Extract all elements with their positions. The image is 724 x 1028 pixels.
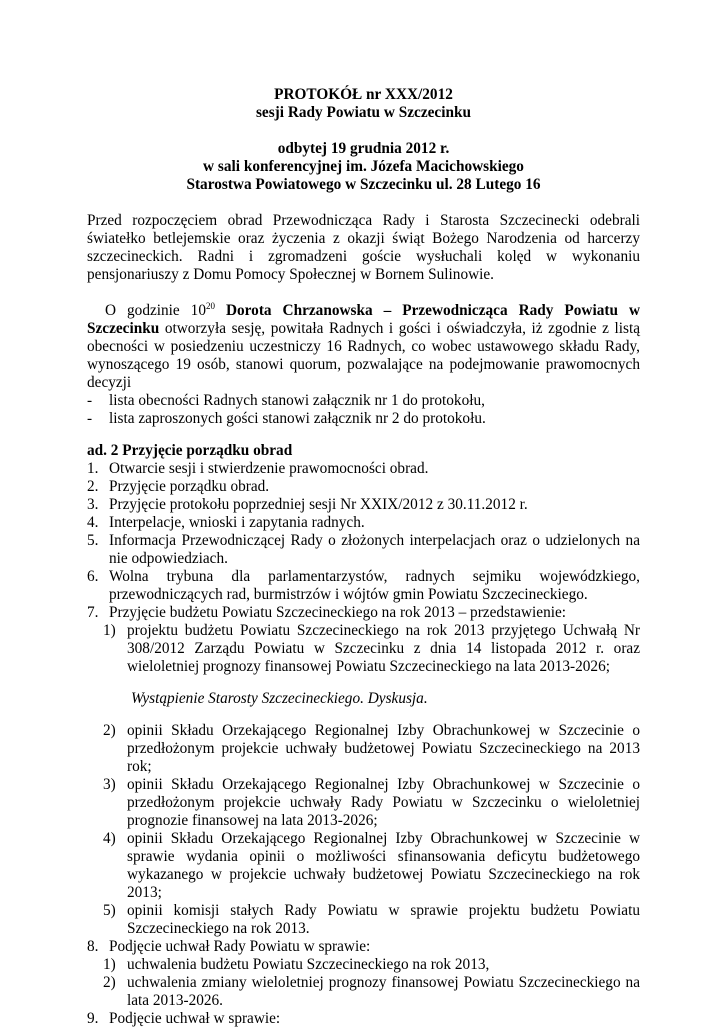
list-item xyxy=(87,410,640,428)
agenda-text: Informacja Przewodniczącej Rady o złożonych interpelacjach oraz o udzielonych na nie odpowiedziach. xyxy=(109,532,640,567)
intro-paragraph: Przed rozpoczęciem obrad Przewodnicząca Rady i Starosta Szczecinecki odebrali światełko betlejemskie oraz życzenia z okazji świąt Bożego Narodzenia od harcerzy szczecineckich. Radni i zgromadzeni goście wysłuchali kolęd w wykonaniu pensjonariuszy z Domu Pomocy Społecznej w Bornem Sulinowie. xyxy=(87,212,640,283)
agenda-text: Przyjęcie budżetu Powiatu Szczecineckiego na rok 2013 – przedstawienie: xyxy=(109,604,567,621)
subitem-number: 5) xyxy=(103,902,116,919)
agenda-number: 4. xyxy=(87,514,99,531)
chairwoman-name: Dorota Chrzanowska – Przewodnicząca Rady Powiatu w Szczecinku xyxy=(87,302,640,337)
agenda-text: Przyjęcie protokołu poprzedniej sesji Nr XXIX/2012 z 30.11.2012 r. xyxy=(109,496,528,513)
session-date: odbytej 19 grudnia 2012 r. xyxy=(277,140,450,157)
agenda-item xyxy=(87,460,640,478)
agenda-subitem xyxy=(87,722,640,776)
session-venue: w sali konferencyjnej im. Józefa Macichowskiego xyxy=(203,158,524,175)
agenda-text: Wolna trybuna dla parlamentarzystów, radnych sejmiku wojewódzkiego, przewodniczących rad, burmistrzów i wójtów gmin Powiatu Szczecineckiego. xyxy=(109,568,640,603)
protocol-title: PROTOKÓŁ nr XXX/2012 xyxy=(274,86,453,103)
subitem-number: 4) xyxy=(103,830,116,847)
agenda-number: 6. xyxy=(87,568,99,585)
agenda-text: Podjęcie uchwał Rady Powiatu w sprawie: xyxy=(109,938,371,955)
agenda-number: 8. xyxy=(87,938,99,955)
agenda-subitem xyxy=(87,622,640,676)
agenda-subitem xyxy=(87,776,640,830)
agenda-number: 7. xyxy=(87,604,99,621)
agenda-text: Podjęcie uchwał w sprawie: xyxy=(109,1010,281,1027)
agenda-item xyxy=(87,604,640,622)
agenda-number: 1. xyxy=(87,460,99,477)
dash-mark: - xyxy=(87,392,93,409)
list-item-text: lista zaproszonych gości stanowi załącznik nr 2 do protokołu. xyxy=(109,410,486,427)
agenda-subitem xyxy=(87,974,640,1010)
agenda-text: Przyjęcie porządku obrad. xyxy=(109,478,270,495)
agenda-subitem xyxy=(87,830,640,902)
session-address: Starostwa Powiatowego w Szczecinku ul. 28 Lutego 16 xyxy=(186,176,541,193)
opening-time-minutes: 20 xyxy=(205,300,215,311)
session-title: sesji Rady Powiatu w Szczecinku xyxy=(255,104,471,121)
subitem-number: 1) xyxy=(103,956,116,973)
opening-paragraph xyxy=(87,302,640,392)
section-heading: ad. 2 Przyjęcie porządku obrad xyxy=(87,442,293,459)
subitem-text: uchwalenia zmiany wieloletniej prognozy finansowej Powiatu Szczecineckiego na lata 2013-2026. xyxy=(127,974,640,1009)
agenda-item xyxy=(87,1010,640,1028)
agenda-number: 5. xyxy=(87,532,99,549)
subitem-number: 1) xyxy=(103,622,116,639)
agenda-number: 9. xyxy=(87,1010,99,1027)
agenda-number: 3. xyxy=(87,496,99,513)
dash-mark: - xyxy=(87,410,93,427)
agenda-item xyxy=(87,938,640,956)
italic-note: Wystąpienie Starosty Szczecineckiego. Dyskusja. xyxy=(131,690,428,707)
subitem-text: opinii Składu Orzekającego Regionalnej Izby Obrachunkowej w Szczecinie w sprawie wydania opinii o możliwości sfinansowania deficytu budżetowego wykazanego w projekcie uchwały budżetowej Powiatu Szczecineckiego na rok 2013; xyxy=(127,830,640,901)
subitem-number: 3) xyxy=(103,776,116,793)
subitem-number: 2) xyxy=(103,974,116,991)
agenda-subitem xyxy=(87,956,640,974)
subitem-text: projektu budżetu Powiatu Szczecineckiego na rok 2013 przyjętego Uchwałą Nr 308/2012 Zarządu Powiatu w Szczecinku z dnia 14 listopada 2012 r. oraz wieloletniej prognozy finansowej Powiatu Szczecineckiego na lata 2013-2026; xyxy=(127,622,640,675)
subitem-text: opinii komisji stałych Rady Powiatu w sprawie projektu budżetu Powiatu Szczecineckiego na rok 2013. xyxy=(127,902,640,937)
agenda-item xyxy=(87,568,640,604)
subitem-number: 2) xyxy=(103,722,116,739)
agenda-item xyxy=(87,478,640,496)
subitem-text: opinii Składu Orzekającego Regionalnej Izby Obrachunkowej w Szczecinie o przedłożonym projekcie uchwały budżetowej Powiatu Szczecineckiego na 2013 rok; xyxy=(127,722,640,775)
agenda-number: 2. xyxy=(87,478,99,495)
list-item xyxy=(87,392,640,410)
list-item-text: lista obecności Radnych stanowi załącznik nr 1 do protokołu, xyxy=(109,392,485,409)
opening-text: otworzyła sesję, powitała Radnych i gości i oświadczyła, iż zgodnie z listą obecności w posiedzeniu uczestniczy 16 Radnych, co wobec ustawowego składu Rady, wynoszącego 19 osób, stanowi quorum, pozwalające na podejmowanie prawomocnych decyzji xyxy=(87,320,640,391)
subitem-text: uchwalenia budżetu Powiatu Szczecineckiego na rok 2013, xyxy=(127,956,490,973)
agenda-text: Otwarcie sesji i stwierdzenie prawomocności obrad. xyxy=(109,460,429,477)
agenda-text: Interpelacje, wnioski i zapytania radnych. xyxy=(109,514,365,531)
opening-time: O godzinie 10 xyxy=(105,302,206,319)
agenda-subitem xyxy=(87,902,640,938)
agenda-item xyxy=(87,532,640,568)
agenda-item xyxy=(87,514,640,532)
agenda-item xyxy=(87,496,640,514)
subitem-text: opinii Składu Orzekającego Regionalnej Izby Obrachunkowej w Szczecinie o przedłożonym projekcie uchwały Rady Powiatu w Szczecinku o wieloletniej prognozie finansowej na lata 2013-2026; xyxy=(127,776,640,829)
